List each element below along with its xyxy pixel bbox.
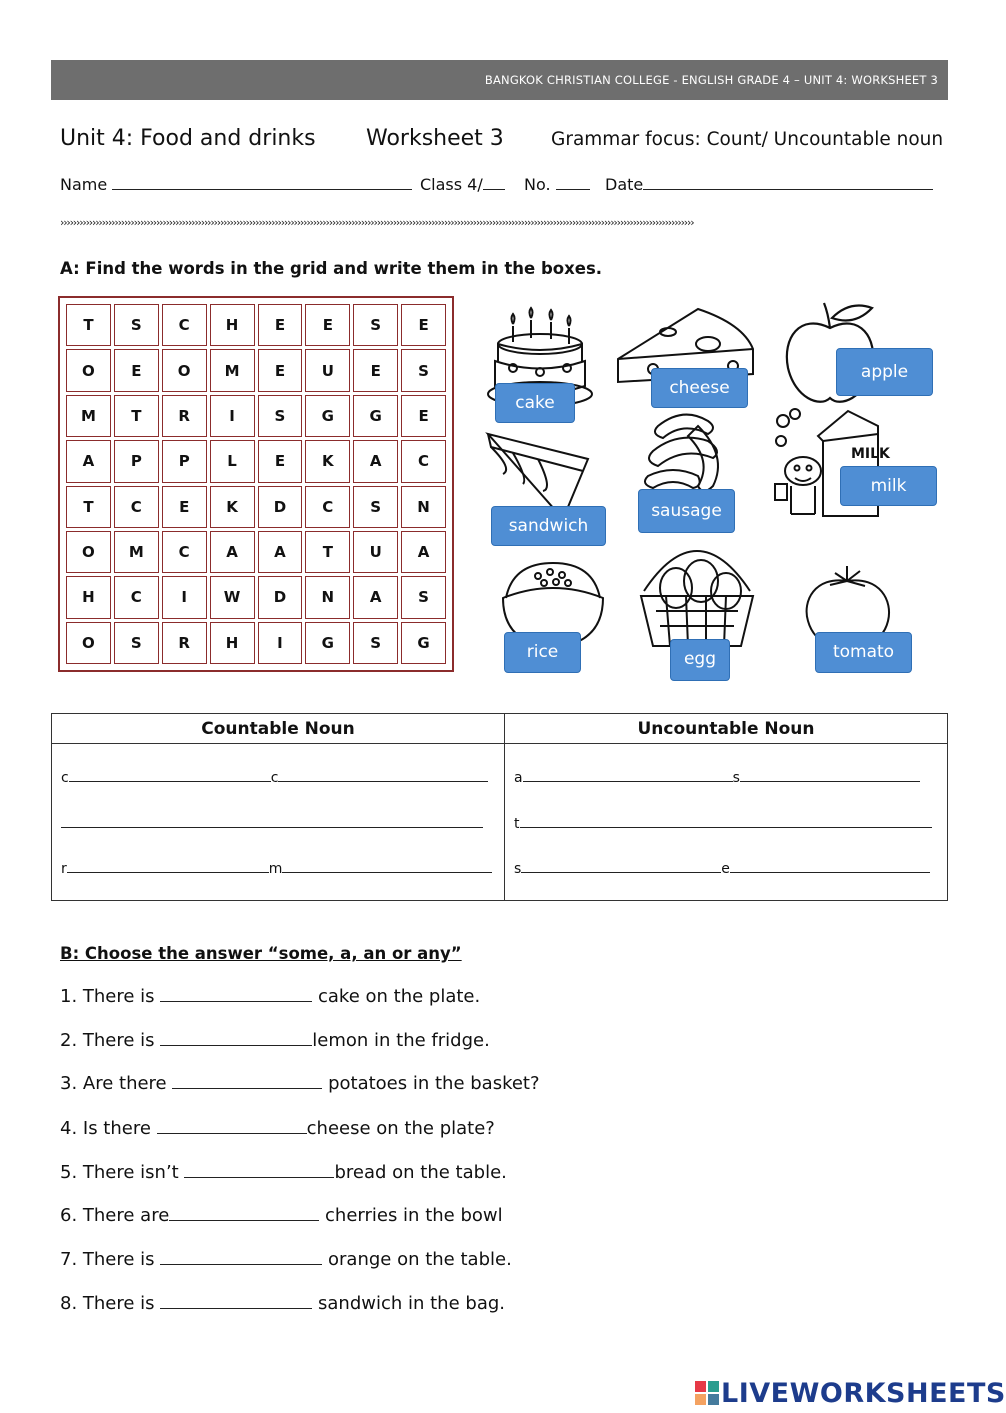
countable-blank-5[interactable]: [282, 857, 492, 873]
grid-row: [66, 349, 446, 391]
class-label: Class 4/: [420, 175, 483, 194]
grid-cell[interactable]: D: [258, 486, 303, 528]
grid-cell[interactable]: H: [210, 622, 255, 664]
question-text: 1. There is: [60, 986, 161, 1007]
food-pictures: [478, 296, 948, 686]
grid-cell[interactable]: E: [401, 395, 446, 437]
question-text: sandwich in the bag.: [312, 1293, 505, 1314]
liveworksheets-logo: LIVEWORKSHEETS: [695, 1378, 1006, 1409]
divider-arrows: ››››››››››››››››››››››››››››››››››››››››››››››››››››››››››››››››››››››››››››››››››››››››››››››››››››››››››››››››››››››››››››››››››››››››››››››››››››››››››››››››››››››››››››››››››››››››››››››››››››››: [60, 216, 694, 229]
grid-cell[interactable]: S: [401, 576, 446, 618]
countable-start-4: m: [268, 861, 283, 877]
title-row: [60, 126, 944, 156]
egg-basket-icon: [636, 536, 758, 651]
grid-row: [66, 395, 446, 437]
uncountable-blank-3[interactable]: [520, 812, 932, 828]
word-search-grid: [58, 296, 454, 672]
question-8: [60, 1293, 505, 1314]
class-input[interactable]: [483, 174, 505, 190]
grid-cell[interactable]: E: [114, 349, 159, 391]
grid-cell[interactable]: A: [66, 440, 111, 482]
section-a-instruction: A: Find the words in the grid and write them in the boxes.: [60, 259, 603, 278]
question-text: 8. There is: [60, 1293, 161, 1314]
grid-cell[interactable]: K: [305, 440, 350, 482]
grid-row: [66, 440, 446, 482]
grid-cell[interactable]: G: [305, 395, 350, 437]
countable-header: Countable Noun: [52, 714, 505, 744]
uncountable-blank-2[interactable]: [740, 766, 920, 782]
grid-cell[interactable]: T: [114, 395, 159, 437]
answer-blank[interactable]: [160, 1293, 312, 1309]
answer-blank[interactable]: [172, 1073, 322, 1089]
grid-cell[interactable]: A: [258, 531, 303, 573]
grid-row: [66, 304, 446, 346]
grid-cell[interactable]: E: [162, 486, 207, 528]
countable-blank-3[interactable]: [61, 812, 483, 828]
grid-cell[interactable]: E: [258, 440, 303, 482]
grid-cell[interactable]: T: [66, 304, 111, 346]
grid-cell[interactable]: C: [114, 486, 159, 528]
grid-row: [66, 622, 446, 664]
grid-cell[interactable]: C: [162, 531, 207, 573]
grid-cell[interactable]: E: [401, 304, 446, 346]
grid-cell[interactable]: A: [401, 531, 446, 573]
grid-cell[interactable]: S: [258, 395, 303, 437]
grid-cell[interactable]: C: [401, 440, 446, 482]
question-4: [60, 1118, 495, 1139]
grid-cell[interactable]: S: [353, 622, 398, 664]
grid-cell[interactable]: M: [114, 531, 159, 573]
question-text: orange on the table.: [322, 1249, 512, 1270]
answer-blank[interactable]: [160, 986, 312, 1002]
countable-cell: [52, 744, 505, 901]
grid-cell[interactable]: N: [305, 576, 350, 618]
grid-cell[interactable]: A: [353, 576, 398, 618]
answer-blank[interactable]: [184, 1162, 334, 1178]
question-1: [60, 986, 480, 1007]
grid-cell[interactable]: M: [66, 395, 111, 437]
uncountable-start-5: e: [721, 861, 730, 877]
uncountable-start-3: t: [514, 816, 520, 832]
uncountable-start-2: s: [732, 770, 740, 786]
grid-cell[interactable]: I: [162, 576, 207, 618]
grammar-focus: Grammar focus: Count/ Uncountable noun: [551, 129, 944, 150]
answer-blank[interactable]: [160, 1030, 312, 1046]
label-sandwich[interactable]: sandwich: [491, 506, 606, 546]
question-3: [60, 1073, 540, 1094]
label-cake[interactable]: cake: [495, 383, 575, 423]
name-input[interactable]: [112, 174, 412, 190]
grid-cell[interactable]: P: [114, 440, 159, 482]
question-text: potatoes in the basket?: [322, 1073, 540, 1094]
countable-start-2: c: [270, 770, 279, 786]
question-text: cheese on the plate?: [306, 1118, 495, 1139]
uncountable-blank-4[interactable]: [521, 857, 721, 873]
grid-cell[interactable]: G: [305, 622, 350, 664]
grid-cell[interactable]: M: [210, 349, 255, 391]
grid-cell[interactable]: T: [66, 486, 111, 528]
countable-blank-1[interactable]: [69, 766, 271, 782]
uncountable-header: Uncountable Noun: [505, 714, 948, 744]
question-text: 7. There is: [60, 1249, 161, 1270]
question-text: 6. There are: [60, 1205, 170, 1226]
grid-cell[interactable]: S: [401, 349, 446, 391]
answer-blank[interactable]: [160, 1249, 322, 1265]
grid-cell[interactable]: R: [162, 622, 207, 664]
grid-cell[interactable]: U: [305, 349, 350, 391]
milk-carton-text: MILK: [851, 446, 890, 462]
countable-blank-4[interactable]: [67, 857, 269, 873]
uncountable-blank-5[interactable]: [730, 857, 930, 873]
grid-cell[interactable]: S: [353, 304, 398, 346]
grid-cell[interactable]: S: [114, 622, 159, 664]
grid-cell[interactable]: O: [66, 622, 111, 664]
grid-cell[interactable]: D: [258, 576, 303, 618]
countable-start-3: r: [61, 861, 67, 877]
uncountable-start-4: s: [514, 861, 522, 877]
no-input[interactable]: [556, 174, 590, 190]
grid-cell[interactable]: C: [114, 576, 159, 618]
grid-cell[interactable]: W: [210, 576, 255, 618]
grid-cell[interactable]: R: [162, 395, 207, 437]
countable-blank-2[interactable]: [278, 766, 488, 782]
grid-cell[interactable]: S: [114, 304, 159, 346]
grid-cell[interactable]: G: [401, 622, 446, 664]
grid-cell[interactable]: E: [258, 349, 303, 391]
label-sausage[interactable]: sausage: [638, 489, 735, 533]
grid-cell[interactable]: I: [258, 622, 303, 664]
grid-cell[interactable]: O: [162, 349, 207, 391]
grid-row: [66, 486, 446, 528]
grid-cell[interactable]: K: [210, 486, 255, 528]
answer-blank[interactable]: [169, 1205, 319, 1221]
grid-cell[interactable]: T: [305, 531, 350, 573]
grid-cell[interactable]: C: [305, 486, 350, 528]
grid-cell[interactable]: O: [66, 531, 111, 573]
grid-cell[interactable]: H: [66, 576, 111, 618]
question-text: 3. Are there: [60, 1073, 173, 1094]
countable-start-1: c: [61, 770, 69, 786]
sausage-icon: [638, 406, 738, 501]
uncountable-blank-1[interactable]: [523, 766, 733, 782]
grid-cell[interactable]: S: [353, 486, 398, 528]
question-text: 5. There isn’t: [60, 1162, 185, 1183]
name-label: Name: [60, 175, 108, 194]
question-6: [60, 1205, 503, 1226]
grid-cell[interactable]: O: [66, 349, 111, 391]
question-text: lemon in the fridge.: [312, 1030, 490, 1051]
grid-cell[interactable]: I: [210, 395, 255, 437]
label-rice[interactable]: rice: [504, 632, 581, 673]
label-tomato[interactable]: tomato: [815, 632, 912, 673]
grid-cell[interactable]: E: [258, 304, 303, 346]
uncountable-start-1: a: [514, 770, 523, 786]
grid-cell[interactable]: E: [305, 304, 350, 346]
grid-cell[interactable]: H: [210, 304, 255, 346]
question-text: cake on the plate.: [312, 986, 481, 1007]
question-2: [60, 1030, 490, 1051]
grid-row: [66, 576, 446, 618]
grid-cell[interactable]: L: [210, 440, 255, 482]
grid-cell[interactable]: A: [210, 531, 255, 573]
header-banner: BANGKOK CHRISTIAN COLLEGE - ENGLISH GRADE 4 – UNIT 4: WORKSHEET 3: [51, 60, 948, 100]
answer-blank[interactable]: [157, 1118, 307, 1134]
section-b-instruction: B: Choose the answer “some, a, an or any”: [60, 944, 462, 963]
question-text: 2. There is: [60, 1030, 161, 1051]
grid-cell[interactable]: A: [353, 440, 398, 482]
liveworksheets-icon: [695, 1381, 719, 1405]
date-label: Date: [605, 175, 644, 194]
grid-cell[interactable]: C: [162, 304, 207, 346]
label-milk[interactable]: milk: [840, 466, 937, 506]
label-egg[interactable]: egg: [670, 639, 730, 681]
noun-table: [51, 713, 948, 901]
date-input[interactable]: [643, 174, 933, 190]
question-7: [60, 1249, 512, 1270]
grid-cell[interactable]: P: [162, 440, 207, 482]
grid-cell[interactable]: U: [353, 531, 398, 573]
question-5: [60, 1162, 507, 1183]
grid-row: [66, 531, 446, 573]
worksheet-title: Worksheet 3: [366, 126, 504, 151]
grid-cell[interactable]: E: [353, 349, 398, 391]
no-label: No.: [524, 175, 551, 194]
question-text: bread on the table.: [334, 1162, 507, 1183]
label-cheese[interactable]: cheese: [651, 368, 748, 408]
label-apple[interactable]: apple: [836, 348, 933, 396]
question-text: 4. Is there: [60, 1118, 157, 1139]
grid-cell[interactable]: N: [401, 486, 446, 528]
question-text: cherries in the bowl: [319, 1205, 503, 1226]
grid-cell[interactable]: G: [353, 395, 398, 437]
uncountable-cell: [505, 744, 948, 901]
unit-title: Unit 4: Food and drinks: [60, 126, 316, 151]
